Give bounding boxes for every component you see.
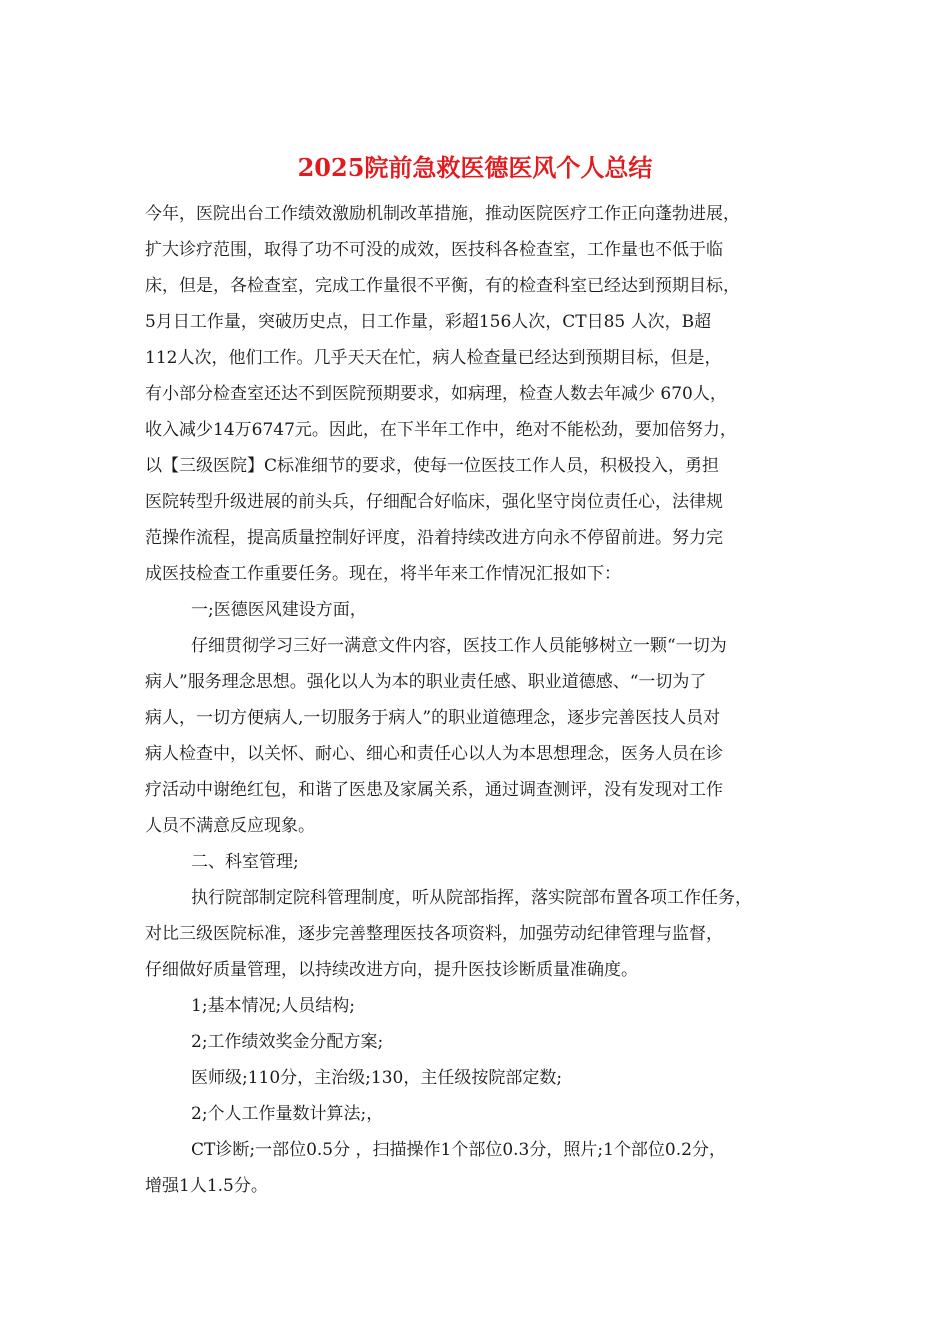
paragraph-line: 医院转型升级进展的前头兵，仔细配合好临床，强化坚守岗位责任心，法律规: [145, 492, 723, 512]
document-body: [145, 196, 817, 1204]
paragraph-line: 收入减少14万6747元。因此，在下半年工作中，绝对不能松劲，要加倍努力，: [145, 420, 737, 440]
paragraph-line: 扩大诊疗范围，取得了功不可没的成效，医技科各检查室，工作量也不低于临: [145, 240, 723, 260]
paragraph-line: 以【三级医院】C标准细节的要求，使每一位医技工作人员，积极投入，勇担: [145, 456, 720, 476]
paragraph-line: 二、科室管理;: [191, 852, 299, 872]
paragraph-line: 2;工作绩效奖金分配方案;: [191, 1032, 384, 1052]
paragraph-line: 病人检查中，以关怀、耐心、细心和责任心以人为本思想理念，医务人员在诊: [145, 744, 723, 764]
paragraph-line: 执行院部制定院科管理制度，听从院部指挥，落实院部布置各项工作任务，: [191, 888, 752, 908]
paragraph-line: 1;基本情况;人员结构;: [191, 996, 355, 1016]
paragraph-line: 5月日工作量，突破历史点，日工作量，彩超156人次，CT日85 人次，B超: [145, 312, 712, 332]
paragraph-line: 范操作流程，提高质量控制好评度，沿着持续改进方向永不停留前进。努力完: [145, 528, 723, 548]
paragraph-line: 病人”服务理念思想。强化以人为本的职业责任感、职业道德感、“一切为了: [145, 672, 707, 692]
paragraph-line: CT诊断;一部位0.5分 ，扫描操作1个部位0.3分，照片;1个部位0.2分，: [191, 1140, 726, 1160]
paragraph-line: 增强1人1.5分。: [145, 1176, 268, 1196]
paragraph-line: 今年，医院出台工作绩效激励机制改革措施，推动医院医疗工作正向蓬勃进展，: [145, 204, 740, 224]
paragraph-line: 医师级;110分，主治级;130，主任级按院部定数;: [191, 1068, 563, 1088]
paragraph-line: 有小部分检查室还达不到医院预期要求，如病理，检查人数去年减少 670人，: [145, 384, 727, 404]
paragraph-line: 2;个人工作量数计算法;，: [191, 1104, 384, 1124]
paragraph-line: 人员不满意反应现象。: [145, 816, 315, 836]
paragraph-line: 112人次，他们工作。几乎天天在忙，病人检查量已经达到预期目标，但是，: [145, 348, 722, 368]
paragraph-line: 成医技检查工作重要任务。现在，将半年来工作情况汇报如下：: [145, 564, 621, 584]
paragraph-line: 一;医德医风建设方面，: [191, 600, 367, 620]
paragraph-line: 病人，一切方便病人,一切服务于病人”的职业道德理念，逐步完善医技人员对: [145, 708, 721, 728]
paragraph-line: 仔细贯彻学习三好一满意文件内容，医技工作人员能够树立一颗“一切为: [191, 636, 727, 656]
paragraph-line: 床，但是，各检查室，完成工作量很不平衡，有的检查科室已经达到预期目标，: [145, 276, 740, 296]
paragraph-line: 对比三级医院标准，逐步完善整理医技各项资料，加强劳动纪律管理与监督，: [145, 924, 723, 944]
paragraph-line: 仔细做好质量管理，以持续改进方向，提升医技诊断质量准确度。: [145, 960, 638, 980]
document-title: 2025院前急救医德医风个人总结: [297, 153, 653, 182]
paragraph-line: 疗活动中谢绝红包，和谐了医患及家属关系，通过调查测评，没有发现对工作: [145, 780, 723, 800]
